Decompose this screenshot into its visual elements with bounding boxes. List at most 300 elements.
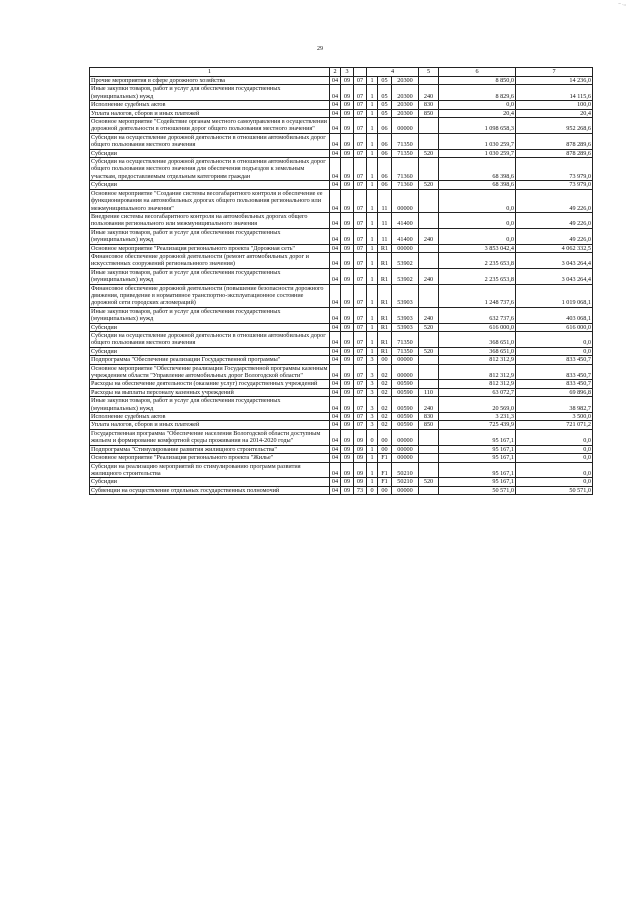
- table-row: [90, 284, 593, 307]
- row-event-code: 05: [378, 101, 392, 109]
- row-name-cell: Иные закупки товаров, работ и услуг для обеспечения государственных (муниципальных) нужд: [90, 268, 330, 284]
- row-article-code: 20300: [392, 77, 419, 85]
- table-row: [90, 101, 593, 109]
- row-program-code: 09: [354, 429, 367, 445]
- row-subsection-code: 09: [341, 332, 354, 348]
- row-program-code: 07: [354, 158, 367, 181]
- row-value-year-2: 0,0: [516, 347, 593, 355]
- row-value-year-1: 1 030 259,7: [439, 149, 516, 157]
- header-cell-section: 2: [330, 68, 341, 77]
- row-section-code: 04: [330, 445, 341, 453]
- row-section-code: 04: [330, 323, 341, 331]
- table-row: [90, 268, 593, 284]
- row-article-code: 00000: [392, 454, 419, 462]
- row-value-year-2: 0,0: [516, 454, 593, 462]
- table-row: [90, 307, 593, 323]
- row-program-code: 07: [354, 181, 367, 189]
- row-subprogram-code: 1: [367, 133, 378, 149]
- row-section-code: 04: [330, 244, 341, 252]
- row-article-code: 00000: [392, 189, 419, 212]
- row-subprogram-code: 1: [367, 252, 378, 268]
- row-subprogram-code: 1: [367, 109, 378, 117]
- row-name-cell: Государственная программа "Обеспечение населения Вологодской области доступным жильем и формирование комфортной среды проживания на 2014-2020 годы": [90, 429, 330, 445]
- row-article-code: 71360: [392, 158, 419, 181]
- row-value-year-1: 3 853 042,4: [439, 244, 516, 252]
- row-value-year-2: 14 236,0: [516, 77, 593, 85]
- row-name-cell: Субсидии: [90, 149, 330, 157]
- row-subprogram-code: 1: [367, 181, 378, 189]
- row-value-year-1: 63 072,7: [439, 388, 516, 396]
- row-value-year-2: 952 268,6: [516, 118, 593, 134]
- row-program-code: 73: [354, 486, 367, 494]
- row-event-code: 06: [378, 133, 392, 149]
- row-subsection-code: 09: [341, 212, 354, 228]
- row-value-year-2: 403 068,1: [516, 307, 593, 323]
- row-subprogram-code: 1: [367, 462, 378, 478]
- row-expense-type-code: 240: [419, 268, 439, 284]
- row-value-year-2: 3 043 264,4: [516, 268, 593, 284]
- row-name-cell: Субсидии: [90, 323, 330, 331]
- row-expense-type-code: 520: [419, 149, 439, 157]
- row-name-cell: Основное мероприятие "Реализация регионального проекта "Дорожная сеть": [90, 244, 330, 252]
- row-event-code: 11: [378, 228, 392, 244]
- row-name-cell: Субсидии на осуществление дорожной деятельности в отношении автомобильных дорог общего пользования местного значения: [90, 133, 330, 149]
- row-value-year-1: 812 312,9: [439, 364, 516, 380]
- row-section-code: 04: [330, 85, 341, 101]
- row-subsection-code: 09: [341, 101, 354, 109]
- header-cell-name: 1: [90, 68, 330, 77]
- row-value-year-1: 0,0: [439, 212, 516, 228]
- row-subsection-code: 09: [341, 85, 354, 101]
- row-section-code: 04: [330, 158, 341, 181]
- row-subsection-code: 09: [341, 268, 354, 284]
- row-event-code: 02: [378, 380, 392, 388]
- row-section-code: 04: [330, 268, 341, 284]
- row-value-year-1: 3 231,3: [439, 413, 516, 421]
- row-article-code: 53903: [392, 323, 419, 331]
- row-subprogram-code: 1: [367, 158, 378, 181]
- row-value-year-1: 368 651,0: [439, 347, 516, 355]
- row-expense-type-code: [419, 77, 439, 85]
- row-event-code: 05: [378, 109, 392, 117]
- row-value-year-1: 2 235 653,8: [439, 268, 516, 284]
- row-subsection-code: 09: [341, 454, 354, 462]
- row-subsection-code: 09: [341, 356, 354, 364]
- row-program-code: 07: [354, 307, 367, 323]
- row-subprogram-code: 1: [367, 77, 378, 85]
- table-row: [90, 421, 593, 429]
- row-value-year-2: 50 571,0: [516, 486, 593, 494]
- row-article-code: 71350: [392, 347, 419, 355]
- row-section-code: 04: [330, 252, 341, 268]
- row-section-code: 04: [330, 228, 341, 244]
- row-article-code: 00000: [392, 356, 419, 364]
- table-row: [90, 252, 593, 268]
- row-program-code: 09: [354, 445, 367, 453]
- row-event-code: R1: [378, 307, 392, 323]
- row-article-code: 50210: [392, 478, 419, 486]
- row-program-code: 07: [354, 388, 367, 396]
- row-subsection-code: 09: [341, 397, 354, 413]
- row-value-year-1: 0,0: [439, 189, 516, 212]
- row-subsection-code: 09: [341, 380, 354, 388]
- row-subsection-code: 09: [341, 323, 354, 331]
- row-name-cell: Уплата налогов, сборов и иных платежей: [90, 421, 330, 429]
- row-name-cell: Расходы на обеспечение деятельности (оказание услуг) государственных учреждений: [90, 380, 330, 388]
- row-article-code: 71350: [392, 149, 419, 157]
- table-row: [90, 364, 593, 380]
- row-program-code: 07: [354, 85, 367, 101]
- table-row: [90, 454, 593, 462]
- row-event-code: 06: [378, 158, 392, 181]
- row-value-year-2: 100,0: [516, 101, 593, 109]
- row-value-year-1: 68 398,6: [439, 181, 516, 189]
- row-expense-type-code: 520: [419, 323, 439, 331]
- row-event-code: 11: [378, 212, 392, 228]
- row-article-code: 71350: [392, 133, 419, 149]
- row-event-code: F1: [378, 478, 392, 486]
- row-name-cell: Финансовое обеспечение дорожной деятельности (ремонт автомобильных дорог и искусственных сооружений региональнного значения): [90, 252, 330, 268]
- row-value-year-2: 833 450,7: [516, 356, 593, 364]
- row-value-year-1: 725 439,9: [439, 421, 516, 429]
- row-subsection-code: 09: [341, 149, 354, 157]
- row-article-code: 00000: [392, 445, 419, 453]
- row-value-year-1: 616 000,0: [439, 323, 516, 331]
- row-section-code: 04: [330, 478, 341, 486]
- row-subprogram-code: 1: [367, 244, 378, 252]
- row-subprogram-code: 1: [367, 332, 378, 348]
- row-value-year-1: 812 312,9: [439, 356, 516, 364]
- row-expense-type-code: 520: [419, 478, 439, 486]
- row-value-year-2: 616 000,0: [516, 323, 593, 331]
- row-event-code: R1: [378, 268, 392, 284]
- table-row: [90, 323, 593, 331]
- table-row: [90, 429, 593, 445]
- row-value-year-1: 20 569,0: [439, 397, 516, 413]
- row-program-code: 07: [354, 133, 367, 149]
- row-program-code: 07: [354, 109, 367, 117]
- row-value-year-2: 49 226,0: [516, 228, 593, 244]
- row-subsection-code: 09: [341, 181, 354, 189]
- row-section-code: 04: [330, 212, 341, 228]
- row-value-year-1: 1 030 259,7: [439, 133, 516, 149]
- row-program-code: 07: [354, 413, 367, 421]
- row-expense-type-code: 850: [419, 421, 439, 429]
- row-subprogram-code: 0: [367, 429, 378, 445]
- table-row: [90, 244, 593, 252]
- row-program-code: 07: [354, 284, 367, 307]
- row-name-cell: Субсидии: [90, 181, 330, 189]
- row-value-year-2: 14 115,6: [516, 85, 593, 101]
- row-section-code: 04: [330, 332, 341, 348]
- row-value-year-2: 20,4: [516, 109, 593, 117]
- row-value-year-2: 0,0: [516, 462, 593, 478]
- row-value-year-2: 833 450,7: [516, 364, 593, 380]
- row-subprogram-code: 1: [367, 445, 378, 453]
- row-subsection-code: 09: [341, 284, 354, 307]
- row-article-code: 00000: [392, 118, 419, 134]
- row-name-cell: Исполнение судебных актов: [90, 101, 330, 109]
- row-value-year-1: 95 167,1: [439, 462, 516, 478]
- row-name-cell: Исполнение судебных актов: [90, 413, 330, 421]
- row-section-code: 04: [330, 284, 341, 307]
- row-expense-type-code: 830: [419, 101, 439, 109]
- header-cell-year-1: 6: [439, 68, 516, 77]
- row-program-code: 07: [354, 101, 367, 109]
- row-section-code: 04: [330, 118, 341, 134]
- row-event-code: R1: [378, 252, 392, 268]
- row-article-code: 71360: [392, 181, 419, 189]
- row-name-cell: Основное мероприятие "Обеспечение реализации Государственной программы казенным учреждением области "Управление автомобильных дорог Вологодской области": [90, 364, 330, 380]
- row-value-year-1: 2 235 653,8: [439, 252, 516, 268]
- row-subprogram-code: 1: [367, 347, 378, 355]
- row-value-year-2: 878 289,6: [516, 133, 593, 149]
- row-event-code: 05: [378, 77, 392, 85]
- row-subprogram-code: 1: [367, 101, 378, 109]
- row-article-code: 71350: [392, 332, 419, 348]
- row-subsection-code: 09: [341, 413, 354, 421]
- row-name-cell: Внедрение системы весогабаритного контроля на автомобильных дорогах общего пользования регионального или межмуниципального значения: [90, 212, 330, 228]
- row-article-code: 20300: [392, 85, 419, 101]
- row-expense-type-code: [419, 445, 439, 453]
- row-event-code: 11: [378, 189, 392, 212]
- row-event-code: 00: [378, 356, 392, 364]
- row-article-code: 53903: [392, 284, 419, 307]
- row-expense-type-code: 850: [419, 109, 439, 117]
- row-value-year-1: 95 167,1: [439, 445, 516, 453]
- row-expense-type-code: [419, 252, 439, 268]
- row-article-code: 50210: [392, 462, 419, 478]
- row-subsection-code: 09: [341, 445, 354, 453]
- table-row: [90, 118, 593, 134]
- row-article-code: 53902: [392, 268, 419, 284]
- row-value-year-2: 49 226,0: [516, 212, 593, 228]
- row-article-code: 00590: [392, 421, 419, 429]
- row-subprogram-code: 0: [367, 486, 378, 494]
- row-section-code: 04: [330, 462, 341, 478]
- row-expense-type-code: [419, 486, 439, 494]
- row-article-code: 00590: [392, 388, 419, 396]
- row-section-code: 04: [330, 486, 341, 494]
- row-value-year-2: 833 450,7: [516, 380, 593, 388]
- row-value-year-2: 878 289,6: [516, 149, 593, 157]
- row-value-year-2: 38 982,7: [516, 397, 593, 413]
- row-section-code: 04: [330, 347, 341, 355]
- row-name-cell: Прочие мероприятия в сфере дорожного хозяйства: [90, 77, 330, 85]
- row-subprogram-code: 1: [367, 478, 378, 486]
- row-section-code: 04: [330, 109, 341, 117]
- table-header-row: [90, 68, 593, 77]
- table-row: [90, 356, 593, 364]
- row-section-code: 04: [330, 429, 341, 445]
- budget-table: [89, 67, 593, 495]
- row-program-code: 07: [354, 268, 367, 284]
- row-section-code: 04: [330, 77, 341, 85]
- row-section-code: 04: [330, 181, 341, 189]
- row-article-code: 00000: [392, 244, 419, 252]
- row-section-code: 04: [330, 454, 341, 462]
- row-program-code: 07: [354, 252, 367, 268]
- row-subsection-code: 09: [341, 133, 354, 149]
- row-value-year-1: 68 398,6: [439, 158, 516, 181]
- row-name-cell: Основное мероприятие "Создание системы весогабаритного контроля и обеспечение ее функционирования на автомобильных дорогах общего пользования регионального или межмуниципального значения": [90, 189, 330, 212]
- row-event-code: F1: [378, 454, 392, 462]
- row-expense-type-code: [419, 189, 439, 212]
- row-event-code: R1: [378, 284, 392, 307]
- table-row: [90, 228, 593, 244]
- row-subprogram-code: 1: [367, 118, 378, 134]
- row-section-code: 04: [330, 133, 341, 149]
- row-article-code: 20300: [392, 109, 419, 117]
- row-subsection-code: 09: [341, 421, 354, 429]
- row-value-year-1: 1 248 737,6: [439, 284, 516, 307]
- row-subsection-code: 09: [341, 244, 354, 252]
- row-name-cell: Субсидии на осуществление дорожной деятельности в отношении автомобильных дорог общего пользования местного значения для обеспечения подъездов к земельным участкам, предоставляемым отдельным категориям граждан: [90, 158, 330, 181]
- row-value-year-1: 95 167,1: [439, 454, 516, 462]
- page-number: 29: [317, 46, 323, 52]
- row-program-code: 07: [354, 149, 367, 157]
- row-article-code: 41400: [392, 228, 419, 244]
- row-name-cell: Основное мероприятие "Содействие органам местного самоуправления в осуществлении дорожной деятельности в отношении дорог общего пользования местного значения": [90, 118, 330, 134]
- table-row: [90, 413, 593, 421]
- row-value-year-1: 632 737,6: [439, 307, 516, 323]
- row-subprogram-code: 1: [367, 268, 378, 284]
- table-row: [90, 380, 593, 388]
- row-value-year-2: 3 043 264,4: [516, 252, 593, 268]
- row-program-code: 07: [354, 77, 367, 85]
- header-cell-expense-type: 5: [419, 68, 439, 77]
- row-article-code: 53902: [392, 252, 419, 268]
- row-expense-type-code: [419, 380, 439, 388]
- row-subsection-code: 09: [341, 118, 354, 134]
- table-row: [90, 189, 593, 212]
- row-value-year-2: 73 979,0: [516, 181, 593, 189]
- table-row: [90, 332, 593, 348]
- row-section-code: 04: [330, 149, 341, 157]
- table-row: [90, 445, 593, 453]
- row-article-code: 20300: [392, 101, 419, 109]
- row-event-code: 00: [378, 445, 392, 453]
- row-article-code: 00000: [392, 486, 419, 494]
- row-value-year-2: 49 226,0: [516, 189, 593, 212]
- header-cell-subsection: 3: [341, 68, 354, 77]
- row-expense-type-code: [419, 212, 439, 228]
- row-expense-type-code: 240: [419, 307, 439, 323]
- row-expense-type-code: [419, 429, 439, 445]
- row-program-code: 09: [354, 462, 367, 478]
- row-event-code: 05: [378, 85, 392, 101]
- row-value-year-1: 0,0: [439, 228, 516, 244]
- row-value-year-1: 50 571,0: [439, 486, 516, 494]
- row-expense-type-code: [419, 454, 439, 462]
- row-expense-type-code: 520: [419, 181, 439, 189]
- table-row: [90, 397, 593, 413]
- row-subprogram-code: 1: [367, 307, 378, 323]
- row-value-year-1: 95 167,1: [439, 429, 516, 445]
- row-program-code: 07: [354, 189, 367, 212]
- row-name-cell: Иные закупки товаров, работ и услуг для обеспечения государственных (муниципальных) нужд: [90, 228, 330, 244]
- row-subprogram-code: 1: [367, 189, 378, 212]
- row-subprogram-code: 1: [367, 212, 378, 228]
- row-value-year-1: 368 651,0: [439, 332, 516, 348]
- table-row: [90, 486, 593, 494]
- table-row: [90, 347, 593, 355]
- row-section-code: 04: [330, 356, 341, 364]
- row-subprogram-code: 1: [367, 284, 378, 307]
- row-program-code: 07: [354, 364, 367, 380]
- row-section-code: 04: [330, 413, 341, 421]
- row-name-cell: Субсидии: [90, 347, 330, 355]
- row-subprogram-code: 3: [367, 421, 378, 429]
- row-event-code: 02: [378, 421, 392, 429]
- row-program-code: 07: [354, 397, 367, 413]
- row-article-code: 53903: [392, 307, 419, 323]
- row-event-code: 06: [378, 118, 392, 134]
- row-expense-type-code: [419, 118, 439, 134]
- row-name-cell: Субсидии на осуществление дорожной деятельности в отношении автомобильных дорог общего пользования местного значения: [90, 332, 330, 348]
- row-subsection-code: 09: [341, 429, 354, 445]
- row-program-code: 07: [354, 212, 367, 228]
- row-program-code: 07: [354, 323, 367, 331]
- row-event-code: F1: [378, 462, 392, 478]
- row-subprogram-code: 3: [367, 388, 378, 396]
- row-event-code: 02: [378, 397, 392, 413]
- row-subsection-code: 09: [341, 252, 354, 268]
- row-value-year-1: 0,0: [439, 101, 516, 109]
- row-value-year-1: 95 167,1: [439, 478, 516, 486]
- row-subprogram-code: 1: [367, 149, 378, 157]
- row-expense-type-code: 240: [419, 228, 439, 244]
- row-program-code: 09: [354, 454, 367, 462]
- row-expense-type-code: [419, 284, 439, 307]
- row-name-cell: Иные закупки товаров, работ и услуг для обеспечения государственных (муниципальных) нужд: [90, 85, 330, 101]
- row-expense-type-code: [419, 133, 439, 149]
- row-article-code: 00590: [392, 397, 419, 413]
- row-program-code: 07: [354, 347, 367, 355]
- row-name-cell: Расходы на выплаты персоналу казенных учреждений: [90, 388, 330, 396]
- row-subprogram-code: 3: [367, 356, 378, 364]
- row-program-code: 07: [354, 356, 367, 364]
- row-section-code: 04: [330, 364, 341, 380]
- row-name-cell: Уплата налогов, сборов и иных платежей: [90, 109, 330, 117]
- row-name-cell: Субсидии на реализацию мероприятий по стимулированию программ развития жилищного строительства: [90, 462, 330, 478]
- row-value-year-2: 0,0: [516, 445, 593, 453]
- row-expense-type-code: [419, 356, 439, 364]
- row-subsection-code: 09: [341, 228, 354, 244]
- row-section-code: 04: [330, 397, 341, 413]
- row-event-code: 00: [378, 429, 392, 445]
- row-subsection-code: 09: [341, 347, 354, 355]
- row-expense-type-code: [419, 364, 439, 380]
- row-expense-type-code: 240: [419, 85, 439, 101]
- row-expense-type-code: [419, 462, 439, 478]
- row-article-code: 00000: [392, 429, 419, 445]
- row-subsection-code: 09: [341, 388, 354, 396]
- table-row: [90, 388, 593, 396]
- row-section-code: 04: [330, 421, 341, 429]
- row-subprogram-code: 3: [367, 413, 378, 421]
- row-event-code: 02: [378, 413, 392, 421]
- row-article-code: 00590: [392, 380, 419, 388]
- row-value-year-2: 0,0: [516, 478, 593, 486]
- row-subsection-code: 09: [341, 189, 354, 212]
- row-name-cell: Подпрограмма "Обеспечение реализации Государственной программы": [90, 356, 330, 364]
- row-section-code: 04: [330, 307, 341, 323]
- row-subprogram-code: 3: [367, 364, 378, 380]
- row-section-code: 04: [330, 388, 341, 396]
- row-subsection-code: 09: [341, 77, 354, 85]
- row-value-year-1: 8 850,0: [439, 77, 516, 85]
